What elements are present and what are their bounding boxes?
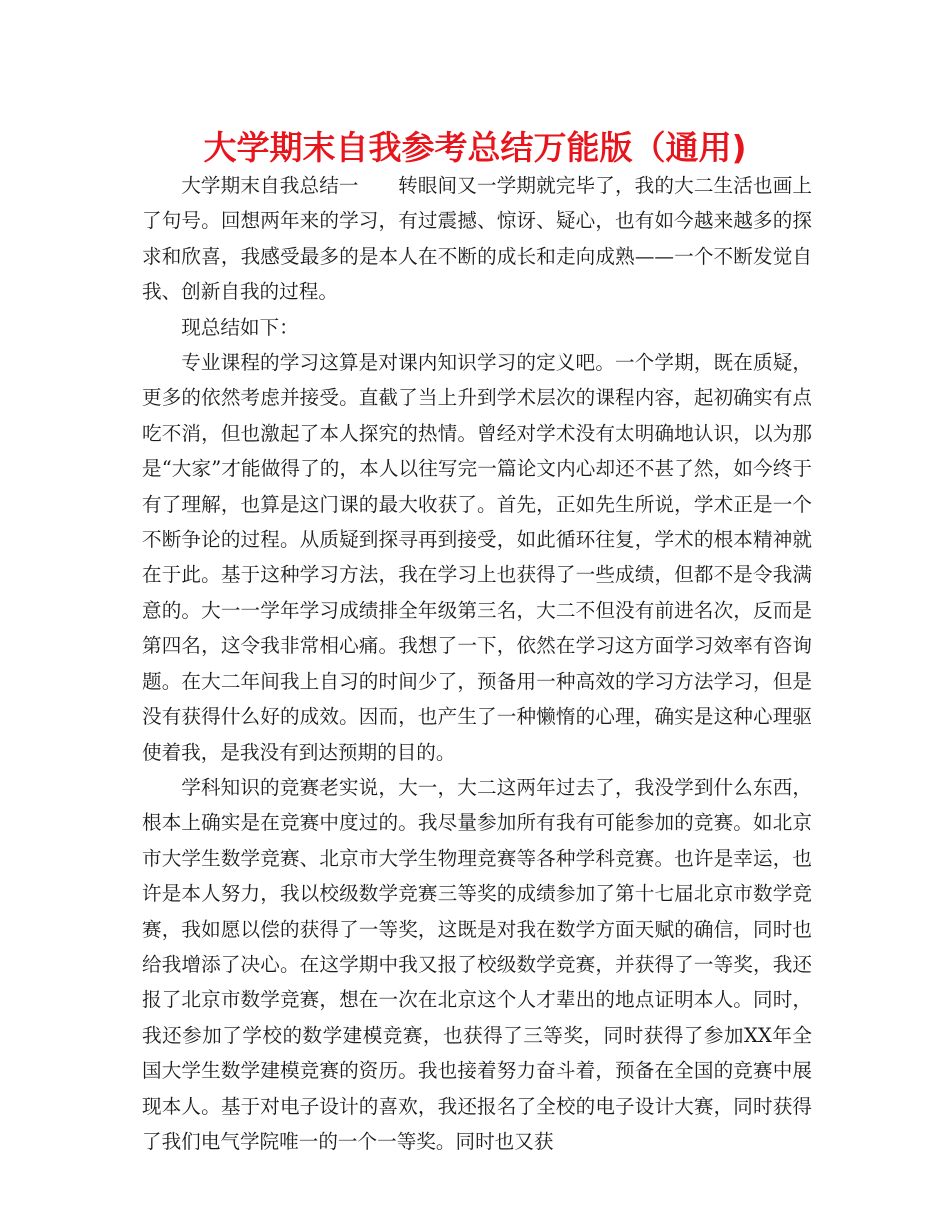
paragraph-intro: 大学期末自我总结一 转眼间又一学期就完毕了，我的大二生活也画上了句号。回想两年来的学习，有过震撼、惊讶、疑心，也有如今越来越多的探求和欣喜，我感受最多的是本人在不断的成长和走向成熟——一个不断发觉自我、创新自我的过程。	[142, 174, 812, 304]
paragraph-coursework: 专业课程的学习这算是对课内知识学习的定义吧。一个学期，既在质疑，更多的依然考虑并接受。直截了当上升到学术层次的课程内容，起初确实有点吃不消，但也激起了本人探究的热情。曾经对学术没有太明确地认识，以为那是“大家”才能做得了的，本人以往写完一篇论文内心却还不甚了然，如今终于有了理解，也算是这门课的最大收获了。首先，正如先生所说，学术正是一个不断争论的过程。从质疑到探寻再到接受，如此循环往复，学术的根本精神就在于此。基于这种学习方法，我在学习上也获得了一些成绩，但都不是令我满意的。大一一学年学习成绩排全年级第三名，大二不但没有前进名次，反而是第四名，这令我非常相心痛。我想了一下，依然在学习这方面学习效率有咨询题。在大二年间我上自习的时间少了，预备用一种高效的学习方法学习，但是没有获得什么好的成效。因而，也产生了一种懒惰的心理，确实是这种心理驱使着我，是我没有到达预期的目的。	[142, 351, 812, 764]
paragraph-summary-lead: 现总结如下：	[181, 315, 299, 339]
document-body	[142, 168, 812, 1159]
paragraph-competitions: 学科知识的竞赛老实说，大一，大二这两年过去了，我没学到什么东西，根本上确实是在竞赛中度过的。我尽量参加所有我有可能参加的竞赛。如北京市大学生数学竞赛、北京市大学生物理竞赛等各种学科竞赛。也许是幸运，也许是本人努力，我以校级数学竞赛三等奖的成绩参加了第十七届北京市数学竞赛，我如愿以偿的获得了一等奖，这既是对我在数学方面天赋的确信，同时也给我增添了决心。在这学期中我又报了校级数学竞赛，并获得了一等奖，我还报了北京市数学竞赛，想在一次在北京这个人才辈出的地点证明本人。同时，我还参加了学校的数学建模竞赛，也获得了三等奖，同时获得了参加XX年全国大学生数学建模竞赛的资历。我也接着努力奋斗着，预备在全国的竞赛中展现本人。基于对电子设计的喜欢，我还报名了全校的电子设计大赛，同时获得了我们电气学院唯一的一个一等奖。同时也又获	[142, 775, 812, 1153]
document-title: 大学期末自我参考总结万能版（通用)	[203, 128, 747, 167]
